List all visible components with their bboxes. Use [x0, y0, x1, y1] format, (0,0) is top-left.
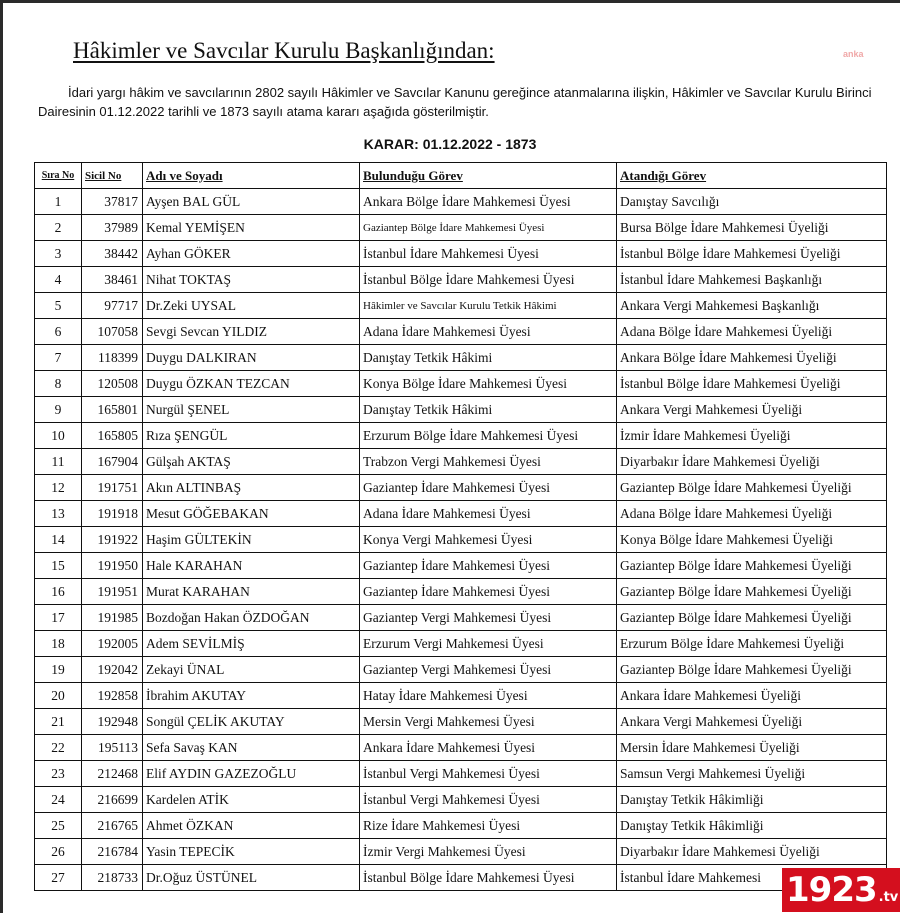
cell-name: Bozdoğan Hakan ÖZDOĞAN [143, 605, 360, 631]
cell-name: Haşim GÜLTEKİN [143, 527, 360, 553]
header-current-post: Bulunduğu Görev [360, 163, 617, 189]
cell-assigned-post: İzmir İdare Mahkemesi Üyeliği [617, 423, 887, 449]
cell-sira-no: 14 [35, 527, 82, 553]
cell-assigned-post: Gaziantep Bölge İdare Mahkemesi Üyeliği [617, 605, 887, 631]
cell-assigned-post: Ankara İdare Mahkemesi Üyeliği [617, 683, 887, 709]
cell-name: Yasin TEPECİK [143, 839, 360, 865]
cell-sicil-no: 218733 [82, 865, 143, 891]
header-sicil-no: Sicil No [82, 163, 143, 189]
cell-assigned-post: Adana Bölge İdare Mahkemesi Üyeliği [617, 501, 887, 527]
cell-name: Songül ÇELİK AKUTAY [143, 709, 360, 735]
table-row [35, 475, 887, 501]
cell-sicil-no: 216699 [82, 787, 143, 813]
cell-sira-no: 25 [35, 813, 82, 839]
cell-sira-no: 16 [35, 579, 82, 605]
cell-current-post: Rize İdare Mahkemesi Üyesi [360, 813, 617, 839]
cell-sicil-no: 191751 [82, 475, 143, 501]
cell-assigned-post: Ankara Vergi Mahkemesi Üyeliği [617, 709, 887, 735]
table-row [35, 553, 887, 579]
cell-sira-no: 19 [35, 657, 82, 683]
cell-name: Sefa Savaş KAN [143, 735, 360, 761]
cell-sicil-no: 120508 [82, 371, 143, 397]
cell-assigned-post: Ankara Bölge İdare Mahkemesi Üyeliği [617, 345, 887, 371]
cell-sicil-no: 165801 [82, 397, 143, 423]
cell-sicil-no: 37989 [82, 215, 143, 241]
table-row [35, 293, 887, 319]
cell-sira-no: 8 [35, 371, 82, 397]
cell-current-post: Gaziantep Bölge İdare Mahkemesi Üyesi [360, 215, 617, 241]
brand-logo [782, 868, 900, 912]
cell-name: Dr.Zeki UYSAL [143, 293, 360, 319]
table-row [35, 787, 887, 813]
logo-suffix: .tv [878, 889, 899, 905]
cell-sira-no: 20 [35, 683, 82, 709]
cell-name: Adem SEVİLMİŞ [143, 631, 360, 657]
cell-sira-no: 10 [35, 423, 82, 449]
cell-sicil-no: 107058 [82, 319, 143, 345]
cell-current-post: Ankara Bölge İdare Mahkemesi Üyesi [360, 189, 617, 215]
cell-sicil-no: 216765 [82, 813, 143, 839]
table-row [35, 189, 887, 215]
table-row [35, 579, 887, 605]
cell-current-post: Adana İdare Mahkemesi Üyesi [360, 319, 617, 345]
cell-assigned-post: Mersin İdare Mahkemesi Üyeliği [617, 735, 887, 761]
cell-sira-no: 4 [35, 267, 82, 293]
cell-assigned-post: İstanbul İdare Mahkemesi Başkanlığı [617, 267, 887, 293]
cell-sicil-no: 118399 [82, 345, 143, 371]
cell-assigned-post: Gaziantep Bölge İdare Mahkemesi Üyeliği [617, 475, 887, 501]
table-row [35, 605, 887, 631]
cell-name: Akın ALTINBAŞ [143, 475, 360, 501]
cell-current-post: Ankara İdare Mahkemesi Üyesi [360, 735, 617, 761]
cell-name: Duygu DALKIRAN [143, 345, 360, 371]
table-row [35, 709, 887, 735]
cell-name: Nurgül ŞENEL [143, 397, 360, 423]
table-row [35, 241, 887, 267]
cell-assigned-post: Danıştay Tetkik Hâkimliği [617, 787, 887, 813]
cell-assigned-post: Erzurum Bölge İdare Mahkemesi Üyeliği [617, 631, 887, 657]
cell-assigned-post: Gaziantep Bölge İdare Mahkemesi Üyeliği [617, 657, 887, 683]
table-row [35, 397, 887, 423]
cell-name: Ahmet ÖZKAN [143, 813, 360, 839]
cell-sira-no: 26 [35, 839, 82, 865]
cell-sira-no: 23 [35, 761, 82, 787]
table-row [35, 215, 887, 241]
table-row [35, 449, 887, 475]
cell-assigned-post: İstanbul Bölge İdare Mahkemesi Üyeliği [617, 371, 887, 397]
cell-current-post: Gaziantep İdare Mahkemesi Üyesi [360, 475, 617, 501]
cell-current-post: Danıştay Tetkik Hâkimi [360, 345, 617, 371]
table-row [35, 761, 887, 787]
cell-assigned-post: Bursa Bölge İdare Mahkemesi Üyeliği [617, 215, 887, 241]
table-row [35, 813, 887, 839]
appointments-table [34, 162, 887, 891]
cell-sicil-no: 191918 [82, 501, 143, 527]
table-row [35, 631, 887, 657]
cell-sira-no: 27 [35, 865, 82, 891]
cell-sicil-no: 191985 [82, 605, 143, 631]
cell-current-post: Hatay İdare Mahkemesi Üyesi [360, 683, 617, 709]
cell-name: Elif AYDIN GAZEZOĞLU [143, 761, 360, 787]
cell-sira-no: 2 [35, 215, 82, 241]
cell-current-post: Gaziantep İdare Mahkemesi Üyesi [360, 553, 617, 579]
cell-sira-no: 3 [35, 241, 82, 267]
table-row [35, 527, 887, 553]
cell-sicil-no: 192042 [82, 657, 143, 683]
cell-sira-no: 13 [35, 501, 82, 527]
cell-current-post: İstanbul Vergi Mahkemesi Üyesi [360, 761, 617, 787]
cell-sira-no: 11 [35, 449, 82, 475]
cell-sira-no: 1 [35, 189, 82, 215]
cell-sicil-no: 191922 [82, 527, 143, 553]
cell-sicil-no: 192858 [82, 683, 143, 709]
cell-assigned-post: Diyarbakır İdare Mahkemesi Üyeliği [617, 449, 887, 475]
cell-assigned-post: Ankara Vergi Mahkemesi Başkanlığı [617, 293, 887, 319]
cell-assigned-post: Konya Bölge İdare Mahkemesi Üyeliği [617, 527, 887, 553]
cell-current-post: Danıştay Tetkik Hâkimi [360, 397, 617, 423]
cell-current-post: Erzurum Bölge İdare Mahkemesi Üyesi [360, 423, 617, 449]
cell-current-post: İstanbul Vergi Mahkemesi Üyesi [360, 787, 617, 813]
cell-assigned-post: Ankara Vergi Mahkemesi Üyeliği [617, 397, 887, 423]
cell-sira-no: 21 [35, 709, 82, 735]
cell-current-post: Trabzon Vergi Mahkemesi Üyesi [360, 449, 617, 475]
table-row [35, 319, 887, 345]
table-row [35, 267, 887, 293]
page-title: Hâkimler ve Savcılar Kurulu Başkanlığından: [73, 38, 495, 63]
cell-name: Dr.Oğuz ÜSTÜNEL [143, 865, 360, 891]
table-row [35, 345, 887, 371]
cell-name: Mesut GÖĞEBAKAN [143, 501, 360, 527]
header-name: Adı ve Soyadı [143, 163, 360, 189]
cell-name: Duygu ÖZKAN TEZCAN [143, 371, 360, 397]
cell-sicil-no: 165805 [82, 423, 143, 449]
cell-assigned-post: Diyarbakır İdare Mahkemesi Üyeliği [617, 839, 887, 865]
cell-sira-no: 17 [35, 605, 82, 631]
cell-sicil-no: 192005 [82, 631, 143, 657]
intro-paragraph [38, 83, 888, 121]
cell-assigned-post: Danıştay Savcılığı [617, 189, 887, 215]
cell-sira-no: 15 [35, 553, 82, 579]
cell-sicil-no: 195113 [82, 735, 143, 761]
logo-number: 1923 [786, 870, 877, 910]
table-row [35, 657, 887, 683]
top-border [0, 0, 900, 3]
cell-assigned-post: Adana Bölge İdare Mahkemesi Üyeliği [617, 319, 887, 345]
cell-name: Sevgi Sevcan YILDIZ [143, 319, 360, 345]
table-row [35, 371, 887, 397]
table-row [35, 735, 887, 761]
cell-sicil-no: 38442 [82, 241, 143, 267]
decision-heading: KARAR: 01.12.2022 - 1873 [363, 136, 537, 152]
cell-name: Zekayi ÜNAL [143, 657, 360, 683]
table-row [35, 683, 887, 709]
cell-name: Kardelen ATİK [143, 787, 360, 813]
header-sira-no: Sıra No [35, 163, 82, 189]
cell-name: Nihat TOKTAŞ [143, 267, 360, 293]
cell-sicil-no: 191950 [82, 553, 143, 579]
cell-sira-no: 9 [35, 397, 82, 423]
cell-current-post: Gaziantep Vergi Mahkemesi Üyesi [360, 657, 617, 683]
cell-sicil-no: 37817 [82, 189, 143, 215]
table-row [35, 839, 887, 865]
cell-sicil-no: 38461 [82, 267, 143, 293]
cell-assigned-post: Gaziantep Bölge İdare Mahkemesi Üyeliği [617, 579, 887, 605]
table-row [35, 501, 887, 527]
cell-sira-no: 7 [35, 345, 82, 371]
cell-name: Rıza ŞENGÜL [143, 423, 360, 449]
table-row [35, 865, 887, 891]
cell-current-post: İstanbul Bölge İdare Mahkemesi Üyesi [360, 267, 617, 293]
cell-sira-no: 5 [35, 293, 82, 319]
cell-sira-no: 22 [35, 735, 82, 761]
table-row [35, 423, 887, 449]
cell-sicil-no: 216784 [82, 839, 143, 865]
cell-sicil-no: 167904 [82, 449, 143, 475]
cell-sicil-no: 191951 [82, 579, 143, 605]
cell-current-post: Konya Vergi Mahkemesi Üyesi [360, 527, 617, 553]
cell-current-post: Gaziantep İdare Mahkemesi Üyesi [360, 579, 617, 605]
cell-current-post: Gaziantep Vergi Mahkemesi Üyesi [360, 605, 617, 631]
cell-sira-no: 18 [35, 631, 82, 657]
cell-sira-no: 12 [35, 475, 82, 501]
watermark: anka [843, 49, 864, 59]
cell-assigned-post: Danıştay Tetkik Hâkimliği [617, 813, 887, 839]
cell-current-post: İstanbul İdare Mahkemesi Üyesi [360, 241, 617, 267]
cell-assigned-post: İstanbul İdare Mahkemesi [617, 865, 887, 891]
cell-name: Kemal YEMİŞEN [143, 215, 360, 241]
cell-assigned-post: Gaziantep Bölge İdare Mahkemesi Üyeliği [617, 553, 887, 579]
cell-current-post: Konya Bölge İdare Mahkemesi Üyesi [360, 371, 617, 397]
cell-current-post: Erzurum Vergi Mahkemesi Üyesi [360, 631, 617, 657]
table-header-row [35, 163, 887, 189]
header-assigned-post: Atandığı Görev [617, 163, 887, 189]
cell-name: Ayhan GÖKER [143, 241, 360, 267]
cell-current-post: Mersin Vergi Mahkemesi Üyesi [360, 709, 617, 735]
cell-sicil-no: 212468 [82, 761, 143, 787]
cell-name: Gülşah AKTAŞ [143, 449, 360, 475]
cell-assigned-post: İstanbul Bölge İdare Mahkemesi Üyeliği [617, 241, 887, 267]
cell-current-post: İstanbul Bölge İdare Mahkemesi Üyesi [360, 865, 617, 891]
cell-assigned-post: Samsun Vergi Mahkemesi Üyeliği [617, 761, 887, 787]
cell-sicil-no: 97717 [82, 293, 143, 319]
cell-sira-no: 6 [35, 319, 82, 345]
cell-name: Murat KARAHAN [143, 579, 360, 605]
cell-name: Ayşen BAL GÜL [143, 189, 360, 215]
cell-current-post: Hâkimler ve Savcılar Kurulu Tetkik Hâkimi [360, 293, 617, 319]
cell-sira-no: 24 [35, 787, 82, 813]
cell-current-post: Adana İdare Mahkemesi Üyesi [360, 501, 617, 527]
intro-text: İdari yargı hâkim ve savcılarının 2802 sayılı Hâkimler ve Savcılar Kanunu gereğince atanmalarına ilişkin, Hâkimler ve Savcılar Kurulu Birinci Dairesinin 01.12.2022 tarihli ve 1873 sayılı atama kararı aşağıda gösterilmiştir. [38, 85, 872, 119]
cell-name: Hale KARAHAN [143, 553, 360, 579]
cell-sicil-no: 192948 [82, 709, 143, 735]
cell-current-post: İzmir Vergi Mahkemesi Üyesi [360, 839, 617, 865]
cell-name: İbrahim AKUTAY [143, 683, 360, 709]
